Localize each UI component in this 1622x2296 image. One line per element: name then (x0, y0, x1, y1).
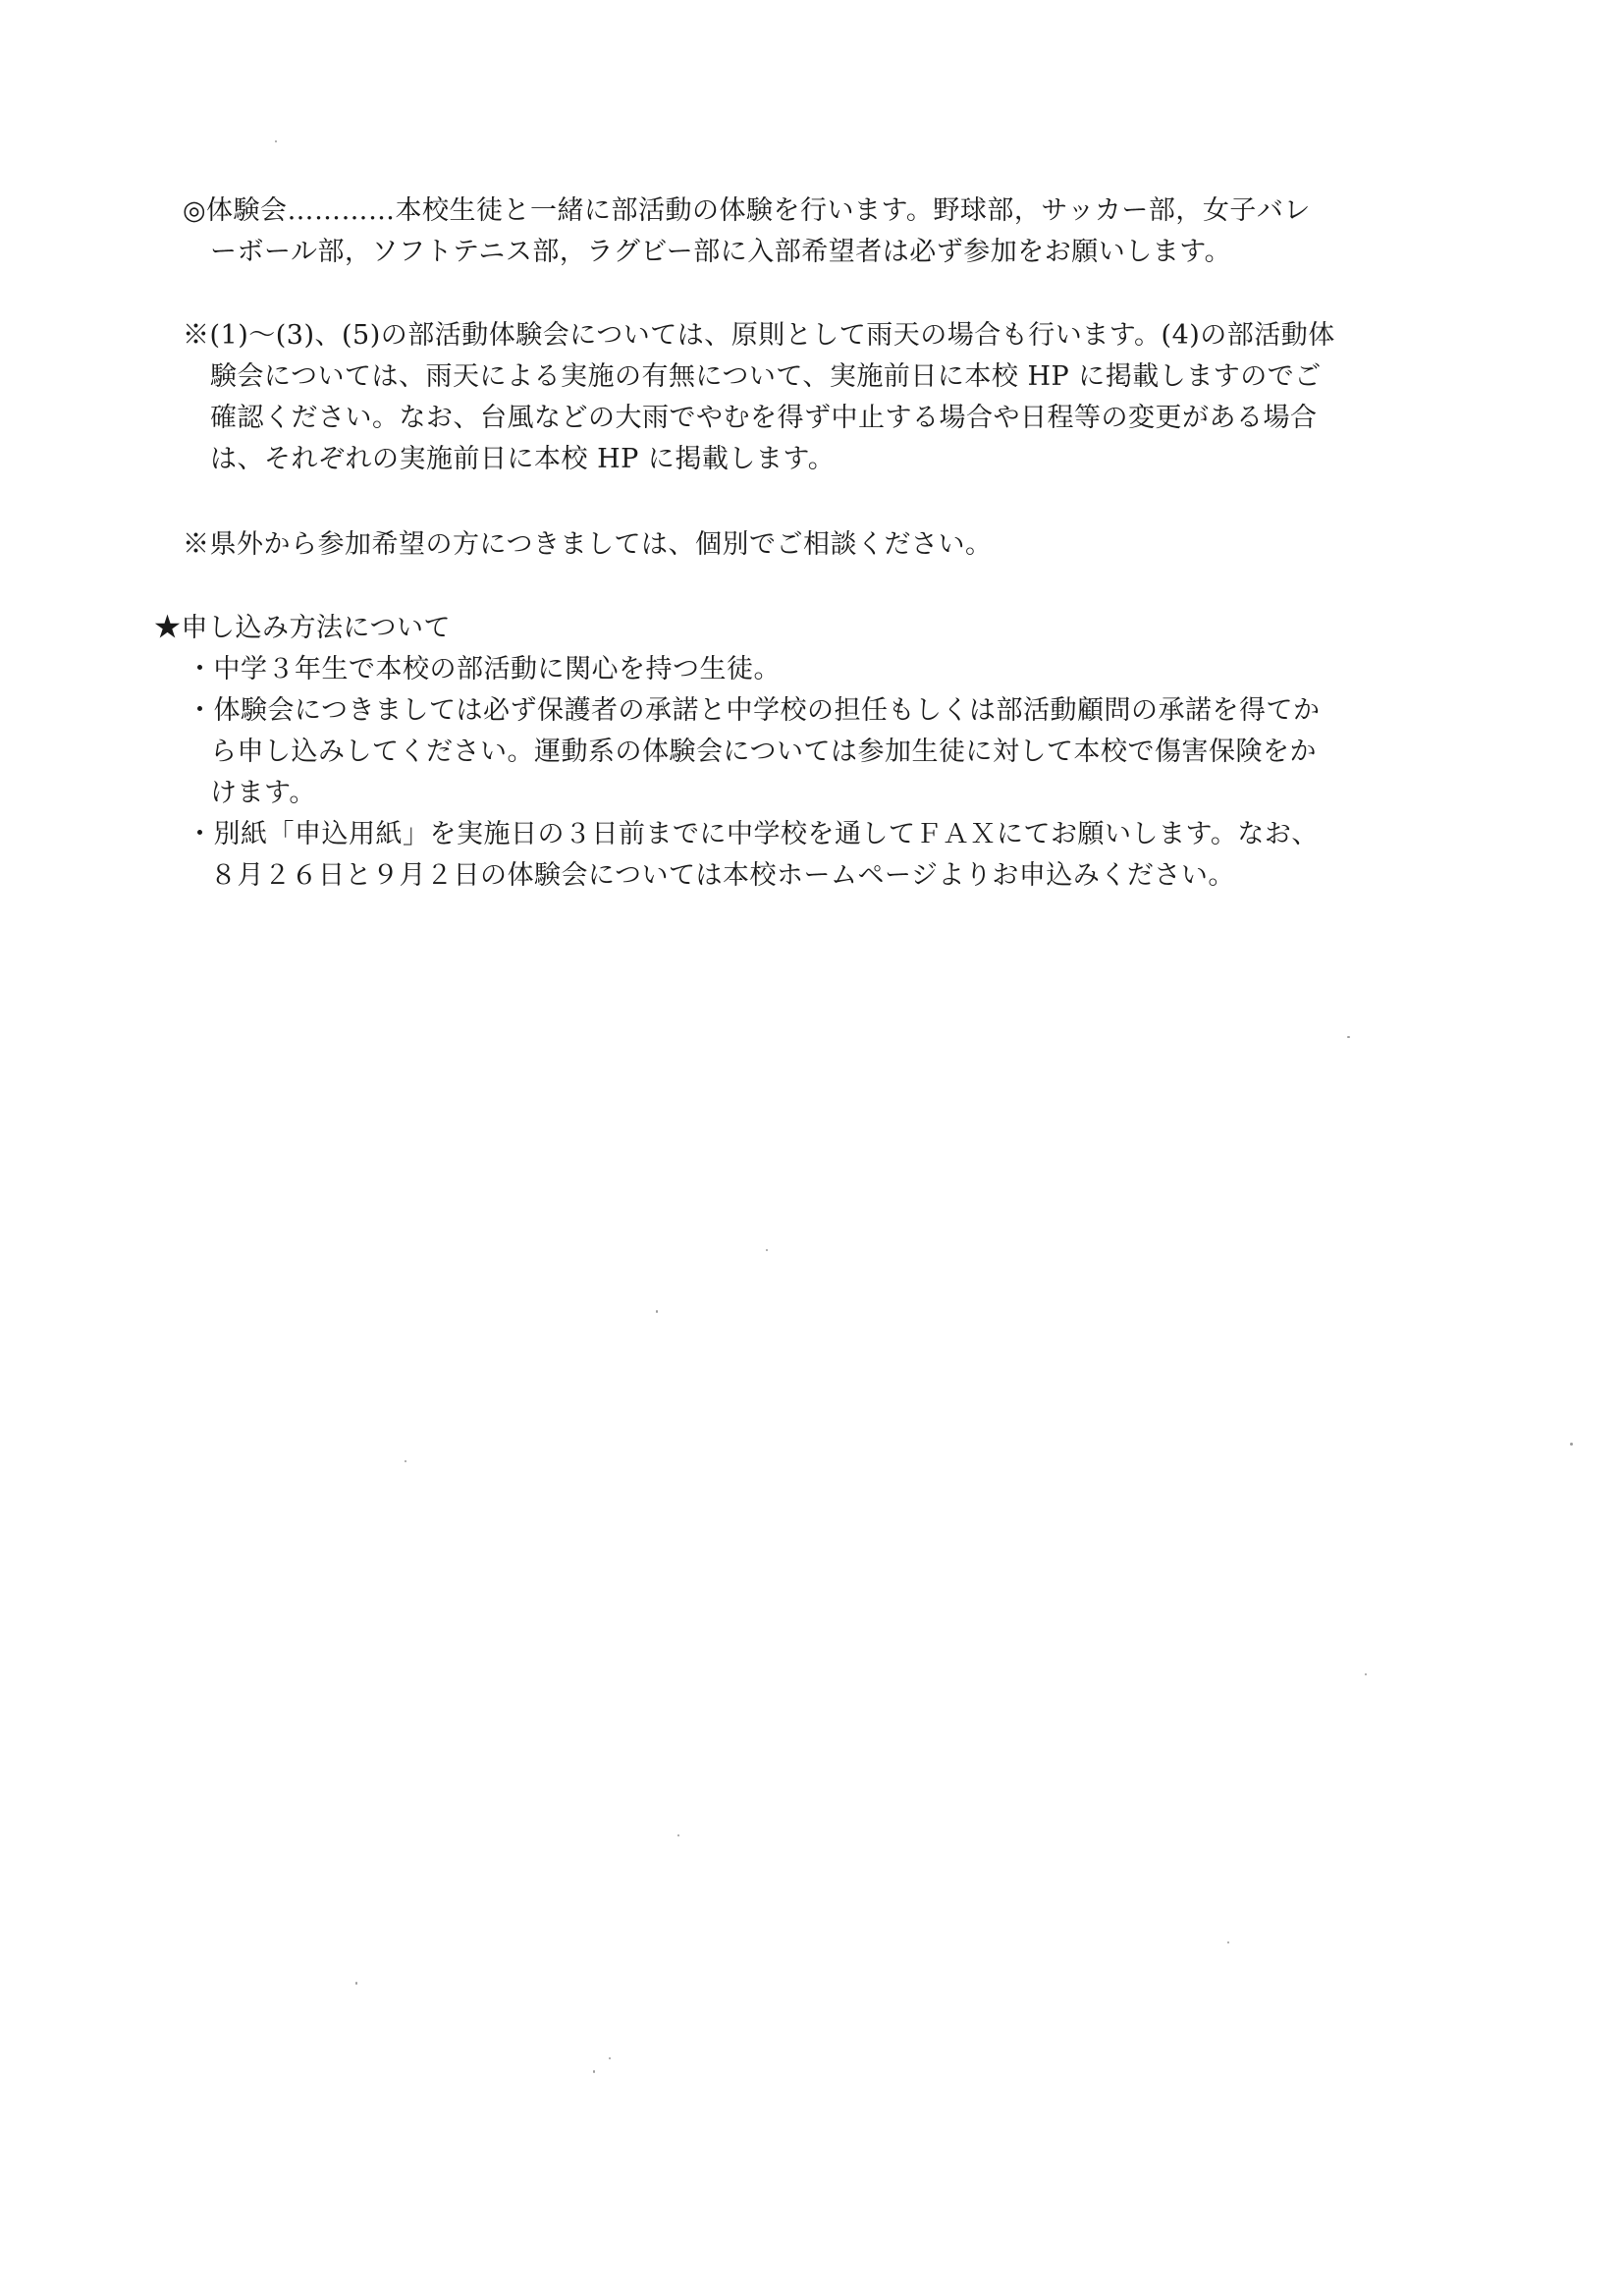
application-item-3-line-2: ８月２６日と９月２日の体験会については本校ホームページよりお申込みください。 (210, 860, 1235, 891)
rain-note-line-2: 験会については、雨天による実施の有無について、実施前日に本校 HP に掲載しますのでご (210, 361, 1322, 392)
scan-speck (275, 140, 277, 142)
experience-line-1: ◎体験会…………本校生徒と一緒に部活動の体験を行います。野球部，サッカー部，女子バレ (183, 195, 1311, 226)
scan-speck (609, 2057, 611, 2059)
rain-note-line-1: ※(1)〜(3)、(5)の部活動体験会については、原則として雨天の場合も行います。(4)の部活動体 (183, 320, 1335, 351)
scan-speck (677, 1834, 679, 1836)
rain-note-line-4: は、それぞれの実施前日に本校 HP に掲載します。 (210, 444, 836, 474)
scan-speck (656, 1310, 658, 1313)
scan-speck (766, 1249, 768, 1251)
scan-speck (405, 1460, 406, 1462)
application-item-2-line-2: ら申し込みしてください。運動系の体験会については参加生徒に対して本校で傷害保険をか (210, 737, 1317, 767)
application-item-3-line-1: ・別紙「申込用紙」を実施日の３日前までに中学校を通してＦＡＸにてお願いします。なお、 (187, 819, 1319, 849)
scan-speck (1227, 1941, 1229, 1943)
scan-speck (593, 2070, 595, 2073)
application-item-1: ・中学３年生で本校の部活動に関心を持つ生徒。 (187, 654, 781, 684)
rain-note-line-3: 確認ください。なお、台風などの大雨でやむを得ず中止する場合や日程等の変更がある場合 (210, 403, 1318, 433)
application-item-2-line-3: けます。 (210, 778, 316, 808)
application-heading: ★申し込み方法について (154, 613, 451, 643)
scan-speck (1347, 1036, 1350, 1038)
application-item-2-line-1: ・体験会につきましては必ず保護者の承諾と中学校の担任もしくは部活動顧問の承諾を得てか (187, 695, 1321, 726)
scan-speck (1365, 1673, 1367, 1675)
experience-line-2: ーボール部，ソフトテニス部，ラグビー部に入部希望者は必ず参加をお願いします。 (210, 237, 1232, 267)
outside-note-line-1: ※県外から参加希望の方につきましては、個別でご相談ください。 (183, 529, 993, 560)
scan-speck (1570, 1443, 1573, 1446)
scan-speck (355, 1982, 357, 1985)
